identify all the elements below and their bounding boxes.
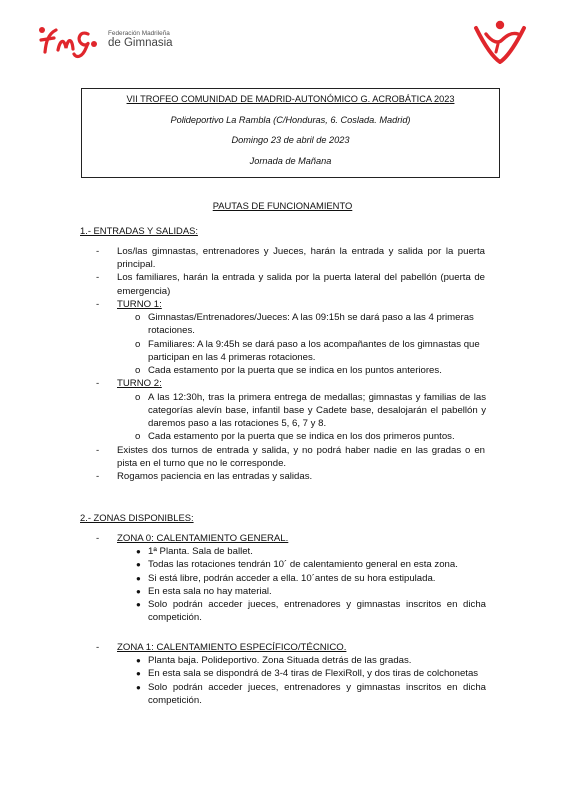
list-item bbox=[0, 598, 565, 624]
circle-marker: o bbox=[135, 312, 141, 324]
item-text: Los familiares, harán la entrada y salida por la puerta lateral del pabellón (puerta de emergencia) bbox=[117, 272, 485, 297]
bullet-marker: ● bbox=[136, 682, 141, 692]
list-item bbox=[0, 430, 565, 443]
item-text: A las 12:30h, tras la primera entrega de medallas; gimnastas y familias de las categorías alevín base, infantil base y Cadete base, desalojarán el pabellón y daremos paso a las rotaciones 5, 6, 7 y 8. bbox=[148, 391, 486, 430]
bullet-marker: ● bbox=[136, 547, 141, 557]
list-item bbox=[0, 654, 565, 667]
zona0-label: ZONA 0: CALENTAMIENTO GENERAL. bbox=[117, 533, 289, 544]
fmg-logo-mark-icon bbox=[36, 22, 106, 64]
item-text: Cada estamento por la puerta que se indica en los dos primeros puntos. bbox=[148, 431, 455, 443]
circle-marker: o bbox=[135, 365, 141, 377]
list-item bbox=[0, 572, 565, 585]
circle-marker: o bbox=[135, 431, 141, 443]
federation-name bbox=[108, 30, 173, 50]
zona1-list bbox=[0, 641, 565, 707]
dash-marker: - bbox=[96, 378, 100, 390]
item-text: Gimnastas/Entrenadores/Jueces: A las 09:15h se dará paso a las 4 primeras rotaciones. bbox=[148, 312, 474, 337]
circle-marker: o bbox=[135, 338, 141, 350]
item-text: Solo podrán acceder jueces, entrenadores y gimnastas inscritos en dicha competición. bbox=[148, 681, 486, 706]
item-text: Familiares: A la 9:45h se dará paso a los acompañantes de los gimnastas que participan en las 4 primeras rotaciones. bbox=[148, 338, 480, 363]
list-item bbox=[0, 444, 565, 470]
section2-heading: 2.- ZONAS DISPONIBLES: bbox=[80, 512, 194, 523]
list-item bbox=[0, 338, 565, 364]
zona0-list bbox=[0, 532, 565, 625]
bullet-marker: ● bbox=[136, 600, 141, 610]
federation-line2: de Gimnasia bbox=[108, 37, 173, 50]
list-item bbox=[0, 532, 565, 545]
item-text: Planta baja. Polideportivo. Zona Situada detrás de las gradas. bbox=[148, 655, 412, 667]
dash-marker: - bbox=[96, 444, 100, 456]
turno2-label: TURNO 2: bbox=[117, 378, 162, 390]
dash-marker: - bbox=[96, 246, 100, 257]
item-text: Si está libre, podrán acceder a ella. 10´antes de su hora estipulada. bbox=[148, 572, 436, 584]
item-text: En esta sala no hay material. bbox=[148, 585, 272, 597]
dash-marker: - bbox=[96, 272, 100, 284]
gymnast-shield-icon bbox=[472, 18, 528, 64]
dash-marker: - bbox=[96, 533, 100, 544]
item-text: Cada estamento por la puerta que se indica en los puntos anteriores. bbox=[148, 365, 442, 377]
section1-heading: 1.- ENTRADAS Y SALIDAS: bbox=[80, 225, 198, 236]
zona1-label: ZONA 1: CALENTAMIENTO ESPECÍFICO/TÉCNICO. bbox=[117, 642, 347, 653]
list-item bbox=[0, 271, 565, 297]
item-text: Todas las rotaciones tendrán 10´ de calentamiento general en esta zona. bbox=[148, 559, 458, 571]
list-item bbox=[0, 470, 565, 483]
item-text: Los/las gimnastas, entrenadores y Jueces, harán la entrada y salida por la puerta principal. bbox=[117, 246, 485, 271]
dash-marker: - bbox=[96, 470, 100, 482]
list-item bbox=[0, 377, 565, 390]
list-item bbox=[0, 245, 565, 271]
dash-marker: - bbox=[96, 298, 100, 310]
list-item bbox=[0, 558, 565, 571]
event-venue: Polideportivo La Rambla (C/Honduras, 6. Coslada. Madrid) bbox=[170, 114, 411, 125]
community-logo bbox=[472, 18, 528, 64]
section1-list bbox=[0, 245, 565, 483]
event-title: VII TROFEO COMUNIDAD DE MADRID-AUTONÓMICO G. ACROBÁTICA 2023 bbox=[126, 94, 455, 104]
list-item bbox=[0, 391, 565, 431]
event-date: Domingo 23 de abril de 2023 bbox=[231, 135, 350, 146]
turno1-label: TURNO 1: bbox=[117, 298, 162, 310]
bullet-marker: ● bbox=[136, 669, 141, 679]
list-item bbox=[0, 667, 565, 680]
list-item bbox=[0, 641, 565, 654]
federation-line1: Federación Madrileña bbox=[108, 30, 170, 37]
pautas-heading: PAUTAS DE FUNCIONAMIENTO bbox=[212, 200, 353, 211]
item-text: 1ª Planta. Sala de ballet. bbox=[148, 546, 253, 558]
fmg-logo bbox=[36, 22, 176, 64]
bullet-marker: ● bbox=[136, 573, 141, 583]
bullet-marker: ● bbox=[136, 586, 141, 596]
circle-marker: o bbox=[135, 391, 141, 403]
list-item bbox=[0, 364, 565, 377]
event-title-box bbox=[81, 88, 500, 178]
event-session: Jornada de Mañana bbox=[249, 156, 332, 167]
list-item bbox=[0, 311, 565, 337]
item-text: En esta sala se dispondrá de 3-4 tiras de FlexiRoll, y dos tiras de colchonetas bbox=[148, 668, 479, 680]
list-item bbox=[0, 298, 565, 311]
item-text: Existes dos turnos de entrada y salida, y no podrá haber nadie en las gradas o en pista en el turno que no le corresponde. bbox=[117, 444, 485, 469]
item-text: Rogamos paciencia en las entradas y salidas. bbox=[117, 470, 313, 482]
list-item bbox=[0, 585, 565, 598]
dash-marker: - bbox=[96, 642, 100, 653]
list-item bbox=[0, 681, 565, 707]
item-text: Solo podrán acceder jueces, entrenadores y gimnastas inscritos en dicha competición. bbox=[148, 599, 486, 624]
bullet-marker: ● bbox=[136, 560, 141, 570]
bullet-marker: ● bbox=[136, 656, 141, 666]
list-item bbox=[0, 545, 565, 558]
